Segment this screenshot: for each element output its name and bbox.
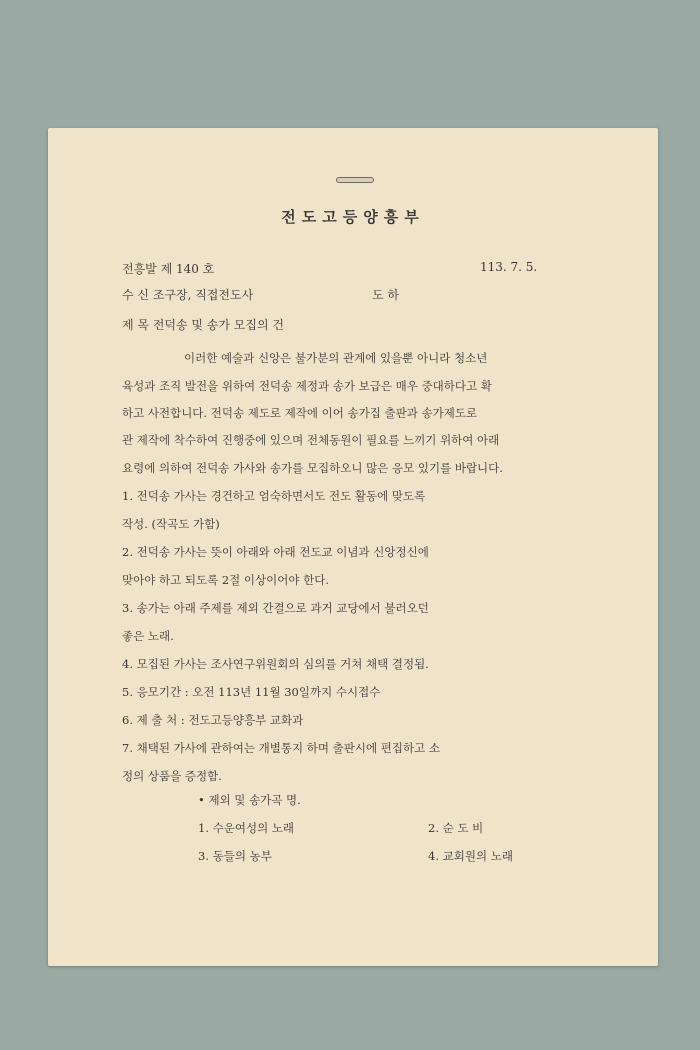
body-line: 7. 채택된 가사에 관하여는 개별통지 하며 출판시에 편집하고 소 — [122, 741, 440, 755]
body-line: 하고 사전합니다. 전덕송 제도로 제작에 이어 송가집 출판과 송가제도로 — [122, 406, 478, 420]
document-title: 전도고등양흥부 — [281, 208, 425, 226]
body-line: 좋은 노래. — [122, 629, 174, 643]
body-line: 4. 모집된 가사는 조사연구위원회의 심의를 거쳐 채택 결정됨. — [122, 657, 429, 671]
staple-mark-icon — [336, 177, 374, 183]
song-item: 1. 수운여성의 노래 — [198, 821, 295, 835]
document-date: 113. 7. 5. — [480, 260, 538, 274]
document-page — [48, 128, 658, 966]
body-line: 1. 전덕송 가사는 경건하고 엄숙하면서도 전도 활동에 맞도록 — [122, 489, 426, 503]
songs-heading: • 제외 및 송가곡 명. — [198, 793, 301, 807]
song-item: 4. 교회원의 노래 — [428, 849, 513, 863]
recipient-line: 수 신 조구장, 직접전도사 — [122, 288, 254, 302]
song-item: 2. 순 도 비 — [428, 821, 484, 835]
body-line: 5. 응모기간 : 오전 113년 11월 30일까지 수시접수 — [122, 685, 381, 699]
body-line: 3. 송가는 아래 주제를 제외 간결으로 과거 교당에서 불러오던 — [122, 601, 429, 615]
body-line: 2. 전덕송 가사는 뜻이 아래와 아래 전도교 이념과 신앙정신에 — [122, 545, 429, 559]
body-line: 맞아야 하고 되도록 2절 이상이어야 한다. — [122, 573, 329, 587]
song-item: 3. 동들의 농부 — [198, 849, 272, 863]
body-line: 이러한 예술과 신앙은 불가분의 관계에 있을뿐 아니라 청소년 — [184, 351, 488, 365]
via-line: 도 하 — [372, 288, 399, 302]
document-number: 전흥발 제 140 호 — [122, 262, 215, 276]
body-line: 6. 제 출 처 : 전도고등양흥부 교화과 — [122, 713, 304, 727]
subject-line: 제 목 전덕송 및 송가 모집의 건 — [122, 318, 284, 332]
body-line: 정의 상품을 증정함. — [122, 769, 222, 783]
body-line: 관 제작에 착수하여 진행중에 있으며 전체동원이 필요를 느끼기 위하여 아래 — [122, 433, 500, 447]
body-line: 육성과 조직 발전을 위하여 전덕송 제정과 송가 보급은 매우 중대하다고 확 — [122, 379, 492, 393]
body-line: 요령에 의하여 전덕송 가사와 송가를 모집하오니 많은 응모 있기를 바랍니다. — [122, 461, 503, 475]
body-line: 작성. (작곡도 가함) — [122, 517, 220, 531]
